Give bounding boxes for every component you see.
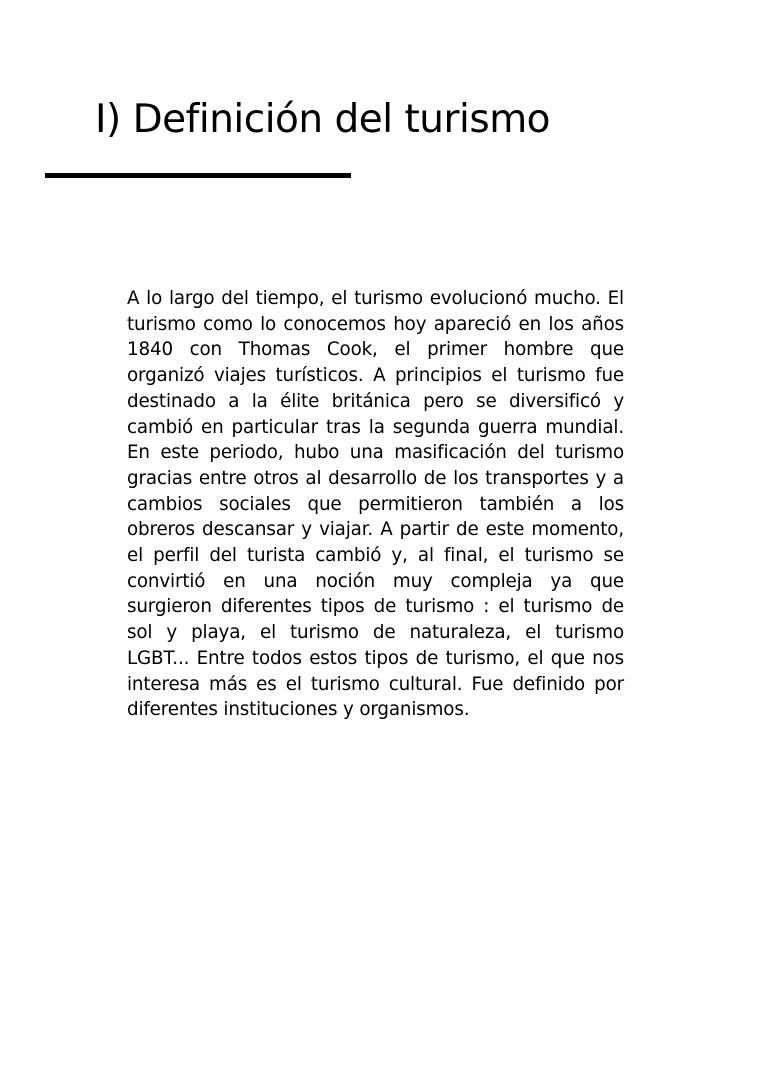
page-title: I) Definición del turismo — [95, 97, 551, 142]
body-paragraph: A lo largo del tiempo, el turismo evolucionó mucho. El turismo como lo conocemos hoy apareció en los años 1840 con Thomas Cook, el primer hombre que organizó viajes turísticos. A principios el turismo fue destinado a la élite británica pero se diversificó y cambió en particular tras la segunda guerra mundial. En este periodo, hubo una masificación del turismo gracias entre otros al desarrollo de los transportes y a cambios sociales que permitieron también a los obreros descansar y viajar. A partir de este momento, el perfil del turista cambió y, al final, el turismo se convirtió en una noción muy compleja ya que surgieron diferentes tipos de turismo : el turismo de sol y playa, el turismo de naturaleza, el turismo LGBT... Entre todos estos tipos de turismo, el que nos interesa más es el turismo cultural. Fue definido por diferentes instituciones y organismos. — [127, 288, 624, 721]
title-underline — [45, 173, 351, 178]
